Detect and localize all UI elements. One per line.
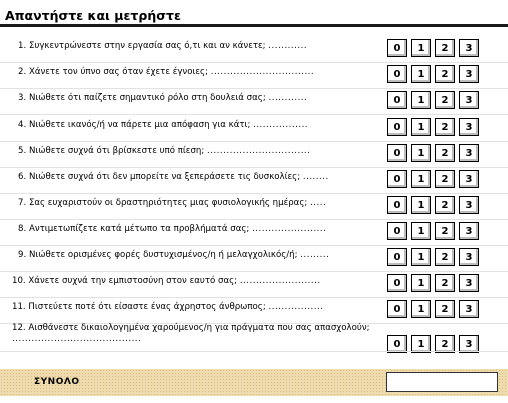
leader-dots: ........................................ <box>12 334 142 344</box>
score-1-button[interactable]: 1 <box>411 196 431 214</box>
answer-scale <box>387 91 479 109</box>
question-row <box>0 89 508 115</box>
question-number: 3. <box>18 93 27 103</box>
score-0-button[interactable]: 0 <box>387 335 407 353</box>
leader-dots: ......................... <box>239 276 321 286</box>
answer-scale <box>387 39 479 57</box>
score-3-button[interactable]: 3 <box>459 118 479 136</box>
score-1-button[interactable]: 1 <box>411 248 431 266</box>
score-0-button[interactable]: 0 <box>387 196 407 214</box>
question-label: Νιώθετε ότι παίζετε σημαντικό ρόλο στη δουλειά σας; <box>28 93 266 103</box>
question-text <box>18 224 326 235</box>
score-0-button[interactable]: 0 <box>387 118 407 136</box>
score-2-button[interactable]: 2 <box>435 248 455 266</box>
score-2-button[interactable]: 2 <box>435 335 455 353</box>
leader-dots: ..... <box>310 198 327 208</box>
question-number: 12. <box>12 323 26 333</box>
question-label: Αισθάνεστε δικαιολογημένα χαρούμενος/η για πράγματα που σας απασχολούν; <box>28 323 370 333</box>
score-1-button[interactable]: 1 <box>411 65 431 83</box>
question-number: 6. <box>18 172 27 182</box>
question-number: 8. <box>18 224 27 234</box>
page-title: Απαντήστε και μετρήστε <box>5 8 181 23</box>
question-number: 5. <box>18 146 27 156</box>
leader-dots: ............ <box>268 93 308 103</box>
question-label: Νιώθετε συχνά ότι βρίσκεστε υπό πίεση; <box>28 146 205 156</box>
row-divider <box>0 351 508 352</box>
question-number: 9. <box>18 250 27 260</box>
score-1-button[interactable]: 1 <box>411 300 431 318</box>
score-3-button[interactable]: 3 <box>459 39 479 57</box>
score-0-button[interactable]: 0 <box>387 300 407 318</box>
question-row <box>0 298 508 324</box>
question-number: 7. <box>18 198 27 208</box>
question-label: Χάνετε τον ύπνο σας όταν έχετε έγνοιες; <box>28 67 208 77</box>
question-row <box>0 168 508 194</box>
score-0-button[interactable]: 0 <box>387 144 407 162</box>
score-3-button[interactable]: 3 <box>459 274 479 292</box>
answer-scale <box>387 222 479 240</box>
score-1-button[interactable]: 1 <box>411 222 431 240</box>
score-1-button[interactable]: 1 <box>411 274 431 292</box>
leader-dots: ....................... <box>252 224 327 234</box>
answer-scale <box>387 65 479 83</box>
score-2-button[interactable]: 2 <box>435 300 455 318</box>
answer-scale <box>387 196 479 214</box>
answer-scale <box>387 274 479 292</box>
question-row <box>0 194 508 220</box>
score-0-button[interactable]: 0 <box>387 170 407 188</box>
score-3-button[interactable]: 3 <box>459 300 479 318</box>
leader-dots: ................................ <box>210 67 315 77</box>
question-row <box>0 246 508 272</box>
score-2-button[interactable]: 2 <box>435 144 455 162</box>
answer-scale <box>387 118 479 136</box>
question-text <box>18 172 329 183</box>
score-3-button[interactable]: 3 <box>459 335 479 353</box>
score-2-button[interactable]: 2 <box>435 222 455 240</box>
score-2-button[interactable]: 2 <box>435 196 455 214</box>
score-3-button[interactable]: 3 <box>459 170 479 188</box>
leader-dots: ......... <box>300 250 330 260</box>
question-label: Χάνετε συχνά την εμπιστοσύνη στον εαυτό σας; <box>28 276 238 286</box>
question-text <box>18 120 308 131</box>
answer-scale <box>387 170 479 188</box>
score-2-button[interactable]: 2 <box>435 118 455 136</box>
question-text <box>18 67 314 78</box>
question-text <box>18 146 310 157</box>
score-3-button[interactable]: 3 <box>459 248 479 266</box>
question-row <box>0 142 508 168</box>
score-2-button[interactable]: 2 <box>435 274 455 292</box>
score-0-button[interactable]: 0 <box>387 248 407 266</box>
question-label: Νιώθετε ορισμένες φορές δυστυχισμένος/η ή μελαγχολικός/ή; <box>28 250 298 260</box>
question-text <box>18 198 326 209</box>
leader-dots: ................. <box>268 302 324 312</box>
answer-scale <box>387 144 479 162</box>
question-text <box>18 41 307 52</box>
score-3-button[interactable]: 3 <box>459 65 479 83</box>
score-1-button[interactable]: 1 <box>411 118 431 136</box>
score-1-button[interactable]: 1 <box>411 144 431 162</box>
score-2-button[interactable]: 2 <box>435 170 455 188</box>
score-1-button[interactable]: 1 <box>411 170 431 188</box>
question-label: Πιστεύετε ποτέ ότι είσαστε ένας άχρηστος άνθρωπος; <box>28 302 266 312</box>
total-input[interactable] <box>386 372 498 392</box>
leader-dots: ................................ <box>206 146 311 156</box>
question-label: Σας ευχαριστούν οι δραστηριότητες μιας φυσιολογικής ημέρας; <box>28 198 308 208</box>
score-3-button[interactable]: 3 <box>459 196 479 214</box>
score-1-button[interactable]: 1 <box>411 39 431 57</box>
score-3-button[interactable]: 3 <box>459 144 479 162</box>
score-0-button[interactable]: 0 <box>387 222 407 240</box>
score-0-button[interactable]: 0 <box>387 65 407 83</box>
question-label: Νιώθετε ικανός/ή να πάρετε μια απόφαση για κάτι; <box>28 120 251 130</box>
question-text <box>12 323 382 345</box>
score-1-button[interactable]: 1 <box>411 335 431 353</box>
question-number: 11. <box>12 302 26 312</box>
question-number: 4. <box>18 120 27 130</box>
leader-dots: ............ <box>268 41 308 51</box>
question-number: 10. <box>12 276 26 286</box>
row-divider <box>0 114 508 115</box>
total-label: ΣΥΝΟΛΟ <box>34 377 80 387</box>
question-label: Αντιμετωπίζετε κατά μέτωπο τα προβλήματά σας; <box>28 224 250 234</box>
question-label: Νιώθετε συχνά ότι δεν μπορείτε να ξεπεράσετε τις δυσκολίες; <box>28 172 301 182</box>
question-number: 1. <box>18 41 27 51</box>
answer-scale <box>387 248 479 266</box>
leader-dots: ................. <box>253 120 309 130</box>
question-row <box>0 63 508 89</box>
score-0-button[interactable]: 0 <box>387 39 407 57</box>
score-2-button[interactable]: 2 <box>435 91 455 109</box>
score-0-button[interactable]: 0 <box>387 91 407 109</box>
question-label: Συγκεντρώνεστε στην εργασία σας ό,τι και αν κάνετε; <box>28 41 266 51</box>
question-text <box>12 302 323 313</box>
answer-scale <box>387 300 479 318</box>
question-text <box>18 93 307 104</box>
leader-dots: ........ <box>302 172 329 182</box>
question-text <box>18 250 329 261</box>
score-2-button[interactable]: 2 <box>435 39 455 57</box>
score-3-button[interactable]: 3 <box>459 222 479 240</box>
score-2-button[interactable]: 2 <box>435 65 455 83</box>
score-3-button[interactable]: 3 <box>459 91 479 109</box>
question-text <box>12 276 321 287</box>
question-row <box>0 37 508 63</box>
question-row <box>0 323 508 352</box>
title-divider <box>0 24 508 27</box>
question-row <box>0 116 508 142</box>
question-number: 2. <box>18 67 27 77</box>
question-row <box>0 220 508 246</box>
score-1-button[interactable]: 1 <box>411 91 431 109</box>
score-0-button[interactable]: 0 <box>387 274 407 292</box>
question-row <box>0 272 508 298</box>
